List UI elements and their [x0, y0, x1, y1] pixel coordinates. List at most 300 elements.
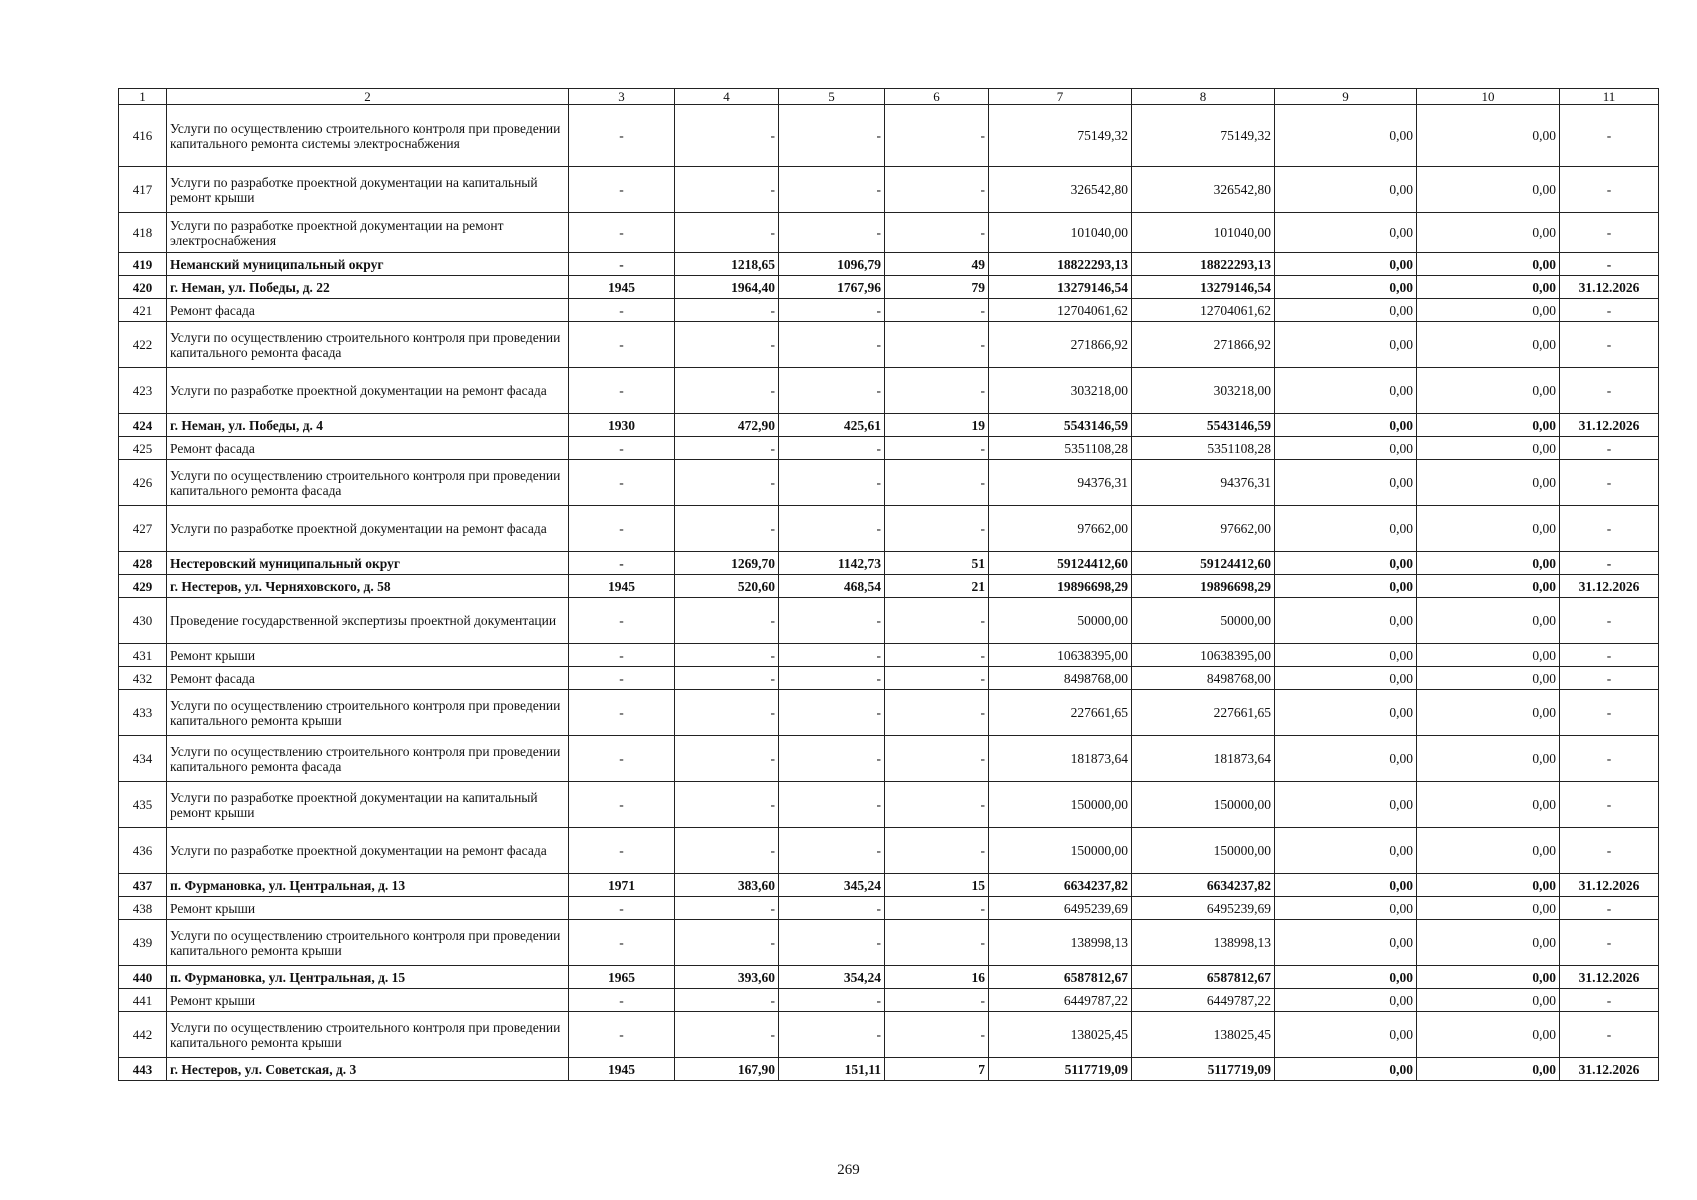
cell-deadline: - [1560, 667, 1659, 690]
cell-total-cost: 12704061,62 [989, 299, 1132, 322]
cell-fund-cost: 181873,64 [1132, 736, 1275, 782]
cell-total-cost: 138025,45 [989, 1012, 1132, 1058]
cell-budget-cost: 0,00 [1275, 299, 1417, 322]
cell-total-area: 393,60 [675, 966, 779, 989]
cell-living-area: 354,24 [779, 966, 885, 989]
cell-year-built: - [569, 1012, 675, 1058]
cell-fund-cost: 59124412,60 [1132, 552, 1275, 575]
cell-living-area: 151,11 [779, 1058, 885, 1081]
col-header: 8 [1132, 89, 1275, 105]
cell-residents: 49 [885, 253, 989, 276]
col-header: 5 [779, 89, 885, 105]
cell-fund-cost: 150000,00 [1132, 828, 1275, 874]
cell-fund-cost: 5351108,28 [1132, 437, 1275, 460]
cell-row-name: Услуги по разработке проектной документации на капитальный ремонт крыши [167, 782, 569, 828]
cell-owners-cost: 0,00 [1417, 828, 1560, 874]
cell-deadline: - [1560, 506, 1659, 552]
cell-residents: - [885, 105, 989, 167]
cell-year-built: - [569, 897, 675, 920]
cell-row-name: Услуги по осуществлению строительного контроля при проведении капитального ремонта фасада [167, 736, 569, 782]
table-row [119, 1058, 1659, 1081]
cell-budget-cost: 0,00 [1275, 253, 1417, 276]
cell-year-built: 1965 [569, 966, 675, 989]
table-row [119, 897, 1659, 920]
cell-total-area: - [675, 460, 779, 506]
cell-row-name: г. Неман, ул. Победы, д. 4 [167, 414, 569, 437]
cell-total-area: - [675, 368, 779, 414]
cell-total-cost: 150000,00 [989, 782, 1132, 828]
cell-residents: - [885, 920, 989, 966]
cell-total-cost: 75149,32 [989, 105, 1132, 167]
cell-total-area: - [675, 667, 779, 690]
cell-deadline: - [1560, 253, 1659, 276]
cell-total-area: 472,90 [675, 414, 779, 437]
cell-living-area: - [779, 167, 885, 213]
cell-budget-cost: 0,00 [1275, 598, 1417, 644]
cell-budget-cost: 0,00 [1275, 690, 1417, 736]
cell-deadline: - [1560, 897, 1659, 920]
cell-fund-cost: 138025,45 [1132, 1012, 1275, 1058]
cell-year-built: 1971 [569, 874, 675, 897]
cell-deadline: - [1560, 920, 1659, 966]
cell-total-cost: 13279146,54 [989, 276, 1132, 299]
cell-fund-cost: 8498768,00 [1132, 667, 1275, 690]
cell-fund-cost: 5117719,09 [1132, 1058, 1275, 1081]
cell-budget-cost: 0,00 [1275, 667, 1417, 690]
cell-owners-cost: 0,00 [1417, 253, 1560, 276]
table-row [119, 414, 1659, 437]
cell-row-number: 426 [119, 460, 167, 506]
cell-year-built: 1945 [569, 276, 675, 299]
cell-residents: 79 [885, 276, 989, 299]
cell-total-cost: 10638395,00 [989, 644, 1132, 667]
cell-total-area: - [675, 213, 779, 253]
register-table [118, 88, 1659, 1081]
cell-row-name: п. Фурмановка, ул. Центральная, д. 13 [167, 874, 569, 897]
cell-row-name: Ремонт фасада [167, 299, 569, 322]
cell-year-built: - [569, 322, 675, 368]
cell-row-name: г. Нестеров, ул. Советская, д. 3 [167, 1058, 569, 1081]
cell-deadline: - [1560, 989, 1659, 1012]
table-row [119, 989, 1659, 1012]
cell-total-cost: 326542,80 [989, 167, 1132, 213]
cell-owners-cost: 0,00 [1417, 897, 1560, 920]
cell-budget-cost: 0,00 [1275, 506, 1417, 552]
cell-residents: - [885, 167, 989, 213]
cell-year-built: - [569, 598, 675, 644]
cell-year-built: - [569, 105, 675, 167]
table-row [119, 253, 1659, 276]
cell-deadline: - [1560, 213, 1659, 253]
table-row [119, 828, 1659, 874]
cell-residents: - [885, 828, 989, 874]
col-header: 6 [885, 89, 989, 105]
cell-living-area: - [779, 506, 885, 552]
cell-fund-cost: 13279146,54 [1132, 276, 1275, 299]
cell-year-built: - [569, 213, 675, 253]
cell-total-area: - [675, 322, 779, 368]
cell-living-area: 1096,79 [779, 253, 885, 276]
cell-row-number: 434 [119, 736, 167, 782]
cell-budget-cost: 0,00 [1275, 966, 1417, 989]
cell-total-area: - [675, 437, 779, 460]
cell-total-area: - [675, 690, 779, 736]
cell-row-number: 438 [119, 897, 167, 920]
cell-owners-cost: 0,00 [1417, 506, 1560, 552]
cell-deadline: 31.12.2026 [1560, 874, 1659, 897]
cell-row-name: Проведение государственной экспертизы проектной документации [167, 598, 569, 644]
cell-total-area: - [675, 105, 779, 167]
cell-total-area: 520,60 [675, 575, 779, 598]
cell-budget-cost: 0,00 [1275, 575, 1417, 598]
cell-row-name: Услуги по разработке проектной документации на ремонт электроснабжения [167, 213, 569, 253]
cell-living-area: 345,24 [779, 874, 885, 897]
cell-total-cost: 5351108,28 [989, 437, 1132, 460]
table-row [119, 920, 1659, 966]
cell-owners-cost: 0,00 [1417, 299, 1560, 322]
cell-deadline: 31.12.2026 [1560, 966, 1659, 989]
cell-year-built: - [569, 920, 675, 966]
cell-row-name: Услуги по осуществлению строительного контроля при проведении капитального ремонта фасада [167, 322, 569, 368]
cell-deadline: 31.12.2026 [1560, 276, 1659, 299]
table-row [119, 736, 1659, 782]
cell-living-area: - [779, 690, 885, 736]
cell-residents: - [885, 690, 989, 736]
table-row [119, 575, 1659, 598]
cell-living-area: - [779, 897, 885, 920]
cell-budget-cost: 0,00 [1275, 920, 1417, 966]
cell-owners-cost: 0,00 [1417, 167, 1560, 213]
cell-living-area: - [779, 460, 885, 506]
cell-deadline: - [1560, 299, 1659, 322]
cell-total-area: 383,60 [675, 874, 779, 897]
cell-row-number: 436 [119, 828, 167, 874]
cell-total-area: - [675, 920, 779, 966]
cell-residents: - [885, 989, 989, 1012]
cell-owners-cost: 0,00 [1417, 575, 1560, 598]
cell-total-area: - [675, 782, 779, 828]
cell-fund-cost: 271866,92 [1132, 322, 1275, 368]
cell-total-area: - [675, 167, 779, 213]
cell-deadline: 31.12.2026 [1560, 414, 1659, 437]
cell-living-area: 1767,96 [779, 276, 885, 299]
cell-total-cost: 303218,00 [989, 368, 1132, 414]
cell-budget-cost: 0,00 [1275, 167, 1417, 213]
cell-deadline: - [1560, 598, 1659, 644]
cell-owners-cost: 0,00 [1417, 552, 1560, 575]
cell-budget-cost: 0,00 [1275, 828, 1417, 874]
cell-owners-cost: 0,00 [1417, 690, 1560, 736]
col-header: 11 [1560, 89, 1659, 105]
cell-living-area: - [779, 437, 885, 460]
cell-residents: - [885, 506, 989, 552]
cell-year-built: 1945 [569, 1058, 675, 1081]
cell-year-built: - [569, 989, 675, 1012]
cell-total-area: - [675, 598, 779, 644]
cell-year-built: - [569, 437, 675, 460]
cell-living-area: - [779, 736, 885, 782]
cell-total-area: - [675, 736, 779, 782]
cell-living-area: 468,54 [779, 575, 885, 598]
cell-fund-cost: 75149,32 [1132, 105, 1275, 167]
cell-total-cost: 8498768,00 [989, 667, 1132, 690]
cell-year-built: 1945 [569, 575, 675, 598]
cell-row-number: 431 [119, 644, 167, 667]
cell-budget-cost: 0,00 [1275, 322, 1417, 368]
cell-owners-cost: 0,00 [1417, 368, 1560, 414]
cell-row-number: 437 [119, 874, 167, 897]
cell-owners-cost: 0,00 [1417, 736, 1560, 782]
cell-row-name: Нестеровский муниципальный округ [167, 552, 569, 575]
cell-owners-cost: 0,00 [1417, 276, 1560, 299]
cell-living-area: - [779, 1012, 885, 1058]
cell-deadline: - [1560, 828, 1659, 874]
cell-budget-cost: 0,00 [1275, 1058, 1417, 1081]
cell-deadline: - [1560, 736, 1659, 782]
cell-total-area: 167,90 [675, 1058, 779, 1081]
cell-row-number: 418 [119, 213, 167, 253]
table-row [119, 105, 1659, 167]
cell-budget-cost: 0,00 [1275, 989, 1417, 1012]
table-row [119, 667, 1659, 690]
cell-fund-cost: 303218,00 [1132, 368, 1275, 414]
cell-fund-cost: 94376,31 [1132, 460, 1275, 506]
cell-total-area: 1218,65 [675, 253, 779, 276]
cell-row-number: 439 [119, 920, 167, 966]
cell-row-number: 429 [119, 575, 167, 598]
cell-owners-cost: 0,00 [1417, 989, 1560, 1012]
cell-residents: - [885, 1012, 989, 1058]
cell-owners-cost: 0,00 [1417, 213, 1560, 253]
cell-total-cost: 94376,31 [989, 460, 1132, 506]
cell-total-area: - [675, 644, 779, 667]
table-row [119, 644, 1659, 667]
cell-year-built: - [569, 368, 675, 414]
cell-living-area: - [779, 299, 885, 322]
cell-residents: 19 [885, 414, 989, 437]
cell-fund-cost: 18822293,13 [1132, 253, 1275, 276]
cell-living-area: - [779, 989, 885, 1012]
cell-total-cost: 271866,92 [989, 322, 1132, 368]
cell-row-name: Ремонт крыши [167, 989, 569, 1012]
cell-budget-cost: 0,00 [1275, 782, 1417, 828]
cell-total-cost: 50000,00 [989, 598, 1132, 644]
cell-row-number: 442 [119, 1012, 167, 1058]
cell-deadline: 31.12.2026 [1560, 575, 1659, 598]
cell-fund-cost: 19896698,29 [1132, 575, 1275, 598]
cell-total-area: - [675, 506, 779, 552]
cell-row-name: п. Фурмановка, ул. Центральная, д. 15 [167, 966, 569, 989]
cell-fund-cost: 150000,00 [1132, 782, 1275, 828]
table-row [119, 437, 1659, 460]
table-row [119, 782, 1659, 828]
cell-residents: 51 [885, 552, 989, 575]
cell-total-cost: 97662,00 [989, 506, 1132, 552]
cell-row-name: Услуги по разработке проектной документации на ремонт фасада [167, 506, 569, 552]
cell-residents: - [885, 667, 989, 690]
cell-row-number: 425 [119, 437, 167, 460]
cell-fund-cost: 101040,00 [1132, 213, 1275, 253]
cell-deadline: - [1560, 552, 1659, 575]
cell-budget-cost: 0,00 [1275, 644, 1417, 667]
cell-row-name: Услуги по осуществлению строительного контроля при проведении капитального ремонта крыши [167, 920, 569, 966]
cell-living-area: - [779, 920, 885, 966]
table-row [119, 1012, 1659, 1058]
cell-row-number: 419 [119, 253, 167, 276]
cell-residents: - [885, 736, 989, 782]
cell-row-name: Ремонт фасада [167, 437, 569, 460]
cell-living-area: - [779, 322, 885, 368]
cell-owners-cost: 0,00 [1417, 598, 1560, 644]
cell-row-number: 441 [119, 989, 167, 1012]
cell-year-built: - [569, 644, 675, 667]
cell-deadline: 31.12.2026 [1560, 1058, 1659, 1081]
table-row [119, 874, 1659, 897]
cell-deadline: - [1560, 322, 1659, 368]
cell-living-area: - [779, 828, 885, 874]
table-row [119, 213, 1659, 253]
cell-budget-cost: 0,00 [1275, 460, 1417, 506]
cell-budget-cost: 0,00 [1275, 105, 1417, 167]
cell-deadline: - [1560, 1012, 1659, 1058]
cell-row-number: 416 [119, 105, 167, 167]
cell-fund-cost: 10638395,00 [1132, 644, 1275, 667]
cell-budget-cost: 0,00 [1275, 276, 1417, 299]
cell-residents: - [885, 322, 989, 368]
cell-deadline: - [1560, 167, 1659, 213]
cell-owners-cost: 0,00 [1417, 874, 1560, 897]
cell-year-built: 1930 [569, 414, 675, 437]
cell-total-cost: 59124412,60 [989, 552, 1132, 575]
cell-total-cost: 150000,00 [989, 828, 1132, 874]
cell-total-area: - [675, 299, 779, 322]
cell-row-name: Услуги по осуществлению строительного контроля при проведении капитального ремонта фасада [167, 460, 569, 506]
table-row [119, 598, 1659, 644]
cell-fund-cost: 97662,00 [1132, 506, 1275, 552]
cell-fund-cost: 138998,13 [1132, 920, 1275, 966]
table-row [119, 552, 1659, 575]
cell-year-built: - [569, 506, 675, 552]
cell-row-number: 443 [119, 1058, 167, 1081]
cell-fund-cost: 5543146,59 [1132, 414, 1275, 437]
cell-residents: 16 [885, 966, 989, 989]
cell-fund-cost: 227661,65 [1132, 690, 1275, 736]
cell-row-number: 423 [119, 368, 167, 414]
cell-row-number: 424 [119, 414, 167, 437]
cell-residents: - [885, 644, 989, 667]
cell-owners-cost: 0,00 [1417, 966, 1560, 989]
cell-owners-cost: 0,00 [1417, 460, 1560, 506]
cell-fund-cost: 50000,00 [1132, 598, 1275, 644]
cell-row-number: 417 [119, 167, 167, 213]
column-number-row [119, 89, 1659, 105]
cell-row-name: г. Нестеров, ул. Черняховского, д. 58 [167, 575, 569, 598]
cell-year-built: - [569, 299, 675, 322]
cell-row-number: 440 [119, 966, 167, 989]
cell-residents: 7 [885, 1058, 989, 1081]
cell-residents: - [885, 460, 989, 506]
cell-owners-cost: 0,00 [1417, 105, 1560, 167]
cell-fund-cost: 6449787,22 [1132, 989, 1275, 1012]
cell-deadline: - [1560, 437, 1659, 460]
cell-budget-cost: 0,00 [1275, 213, 1417, 253]
cell-row-number: 428 [119, 552, 167, 575]
table-row [119, 966, 1659, 989]
cell-budget-cost: 0,00 [1275, 1012, 1417, 1058]
cell-row-number: 433 [119, 690, 167, 736]
cell-row-name: Услуги по осуществлению строительного контроля при проведении капитального ремонта крыши [167, 1012, 569, 1058]
cell-year-built: - [569, 782, 675, 828]
cell-total-cost: 101040,00 [989, 213, 1132, 253]
cell-row-number: 430 [119, 598, 167, 644]
table-row [119, 322, 1659, 368]
cell-owners-cost: 0,00 [1417, 1058, 1560, 1081]
cell-row-number: 427 [119, 506, 167, 552]
cell-row-name: Услуги по разработке проектной документации на капитальный ремонт крыши [167, 167, 569, 213]
cell-total-area: - [675, 897, 779, 920]
cell-budget-cost: 0,00 [1275, 414, 1417, 437]
cell-row-number: 432 [119, 667, 167, 690]
table-row [119, 276, 1659, 299]
cell-fund-cost: 6495239,69 [1132, 897, 1275, 920]
table-row [119, 460, 1659, 506]
cell-residents: - [885, 299, 989, 322]
table-row [119, 167, 1659, 213]
cell-deadline: - [1560, 644, 1659, 667]
cell-living-area: 1142,73 [779, 552, 885, 575]
cell-total-cost: 19896698,29 [989, 575, 1132, 598]
cell-residents: - [885, 897, 989, 920]
cell-year-built: - [569, 167, 675, 213]
cell-budget-cost: 0,00 [1275, 552, 1417, 575]
cell-row-number: 435 [119, 782, 167, 828]
cell-year-built: - [569, 253, 675, 276]
table-row [119, 368, 1659, 414]
cell-living-area: - [779, 782, 885, 828]
cell-residents: - [885, 782, 989, 828]
cell-budget-cost: 0,00 [1275, 736, 1417, 782]
cell-owners-cost: 0,00 [1417, 920, 1560, 966]
col-header: 9 [1275, 89, 1417, 105]
cell-owners-cost: 0,00 [1417, 1012, 1560, 1058]
cell-living-area: - [779, 644, 885, 667]
cell-total-area: 1964,40 [675, 276, 779, 299]
cell-row-name: Ремонт крыши [167, 644, 569, 667]
cell-deadline: - [1560, 368, 1659, 414]
cell-total-cost: 6449787,22 [989, 989, 1132, 1012]
cell-fund-cost: 12704061,62 [1132, 299, 1275, 322]
table-row [119, 299, 1659, 322]
cell-total-cost: 181873,64 [989, 736, 1132, 782]
cell-total-cost: 5117719,09 [989, 1058, 1132, 1081]
cell-total-cost: 6587812,67 [989, 966, 1132, 989]
cell-total-area: - [675, 1012, 779, 1058]
cell-total-cost: 6634237,82 [989, 874, 1132, 897]
cell-total-area: - [675, 989, 779, 1012]
cell-deadline: - [1560, 690, 1659, 736]
cell-row-number: 421 [119, 299, 167, 322]
cell-budget-cost: 0,00 [1275, 874, 1417, 897]
table-row [119, 506, 1659, 552]
cell-row-name: Ремонт фасада [167, 667, 569, 690]
cell-living-area: - [779, 105, 885, 167]
cell-residents: 15 [885, 874, 989, 897]
cell-residents: - [885, 437, 989, 460]
col-header: 7 [989, 89, 1132, 105]
cell-total-area: - [675, 828, 779, 874]
cell-total-area: 1269,70 [675, 552, 779, 575]
col-header: 4 [675, 89, 779, 105]
